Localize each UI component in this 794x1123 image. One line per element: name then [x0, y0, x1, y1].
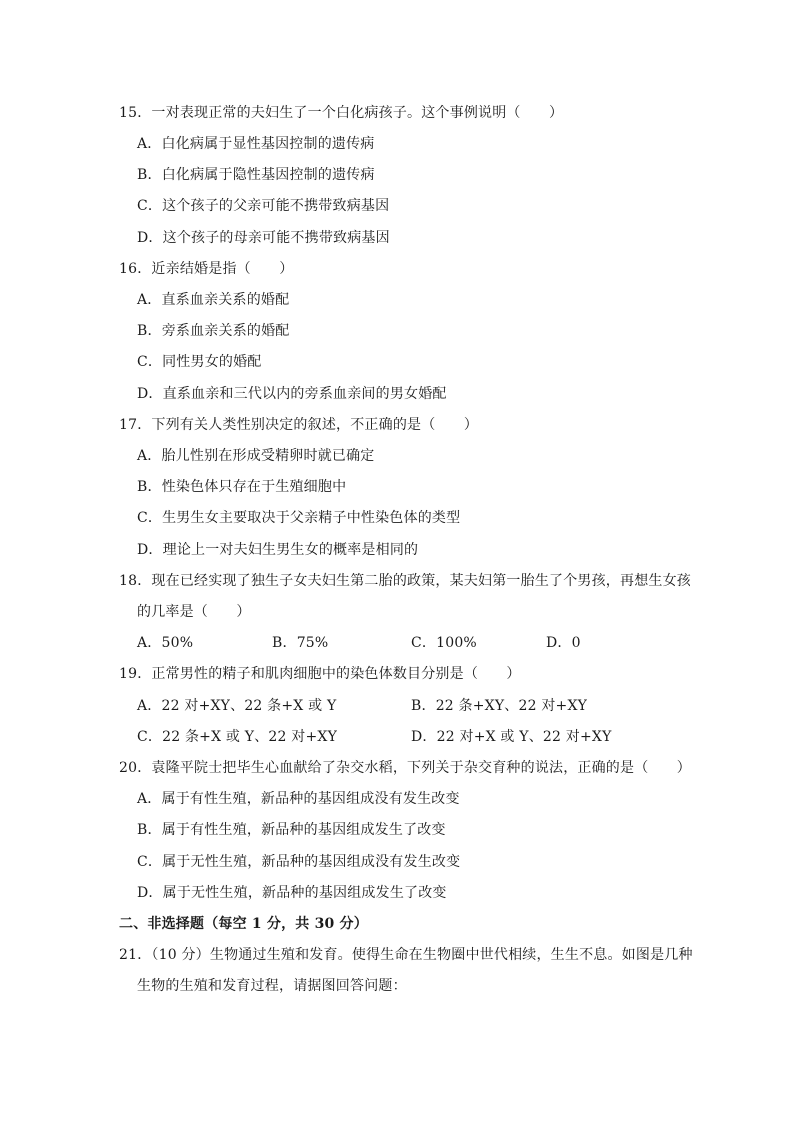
question-18-option-a: A．50%: [137, 635, 194, 651]
question-16-option-d: D．直系血亲和三代以内的旁系血亲间的男女婚配: [137, 386, 447, 402]
question-21-stem-line-1: 21．（10 分）生物通过生殖和发育。使得生命在生物圈中世代相续，生生不息。如图是几种: [119, 947, 693, 963]
question-18-stem-line-1: 18．现在已经实现了独生子女夫妇生第二胎的政策，某夫妇第一胎生了个男孩，再想生女孩: [119, 573, 692, 589]
question-17-stem: 17．下列有关人类性别决定的叙述，不正确的是（ ）: [119, 417, 479, 433]
question-18-option-b: B．75%: [272, 635, 329, 651]
question-19-stem: 19．正常男性的精子和肌肉细胞中的染色体数目分别是（ ）: [119, 666, 521, 682]
question-19-option-d: D．22 对+X 或 Y、22 对+XY: [411, 729, 612, 745]
question-18-option-d: D．0: [546, 635, 581, 651]
question-16-option-c: C．同性男女的婚配: [137, 354, 262, 370]
question-15-option-b: B．白化病属于隐性基因控制的遗传病: [137, 167, 375, 183]
question-20-option-b: B．属于有性生殖，新品种的基因组成发生了改变: [137, 822, 446, 838]
question-16-stem: 16．近亲结婚是指（ ）: [119, 261, 294, 277]
question-17-option-c: C．生男生女主要取决于父亲精子中性染色体的类型: [137, 510, 461, 526]
question-20-option-c: C．属于无性生殖，新品种的基因组成没有发生改变: [137, 854, 461, 870]
question-17-option-b: B．性染色体只存在于生殖细胞中: [137, 479, 347, 495]
question-15-option-d: D．这个孩子的母亲可能不携带致病基因: [137, 230, 390, 246]
question-20-option-d: D．属于无性生殖，新品种的基因组成发生了改变: [137, 885, 447, 901]
question-19-option-b: B．22 条+XY、22 对+XY: [411, 698, 588, 714]
question-20-stem: 20．袁隆平院士把毕生心血献给了杂交水稻，下列关于杂交育种的说法，正确的是（ ）: [119, 760, 692, 776]
question-20-option-a: A．属于有性生殖，新品种的基因组成没有发生改变: [137, 791, 460, 807]
question-15-stem: 15．一对表现正常的夫妇生了一个白化病孩子。这个事例说明（ ）: [119, 105, 564, 121]
question-21-stem-line-2: 生物的生殖和发育过程，请据图回答问题：: [137, 978, 407, 994]
question-19-option-c: C．22 条+X 或 Y、22 对+XY: [137, 729, 338, 745]
question-16-option-b: B．旁系血亲关系的婚配: [137, 323, 290, 339]
section-2-heading: 二、非选择题（每空 1 分，共 30 分）: [119, 916, 368, 932]
question-18-option-c: C．100%: [411, 635, 477, 651]
question-17-option-a: A．胎儿性别在形成受精卵时就已确定: [137, 448, 375, 464]
question-15-option-a: A．白化病属于显性基因控制的遗传病: [137, 136, 375, 152]
question-18-stem-line-2: 的几率是（ ）: [137, 604, 251, 620]
question-19-option-a: A．22 对+XY、22 条+X 或 Y: [137, 698, 337, 714]
question-16-option-a: A．直系血亲关系的婚配: [137, 292, 290, 308]
question-15-option-c: C．这个孩子的父亲可能不携带致病基因: [137, 198, 390, 214]
question-17-option-d: D．理论上一对夫妇生男生女的概率是相同的: [137, 542, 419, 558]
